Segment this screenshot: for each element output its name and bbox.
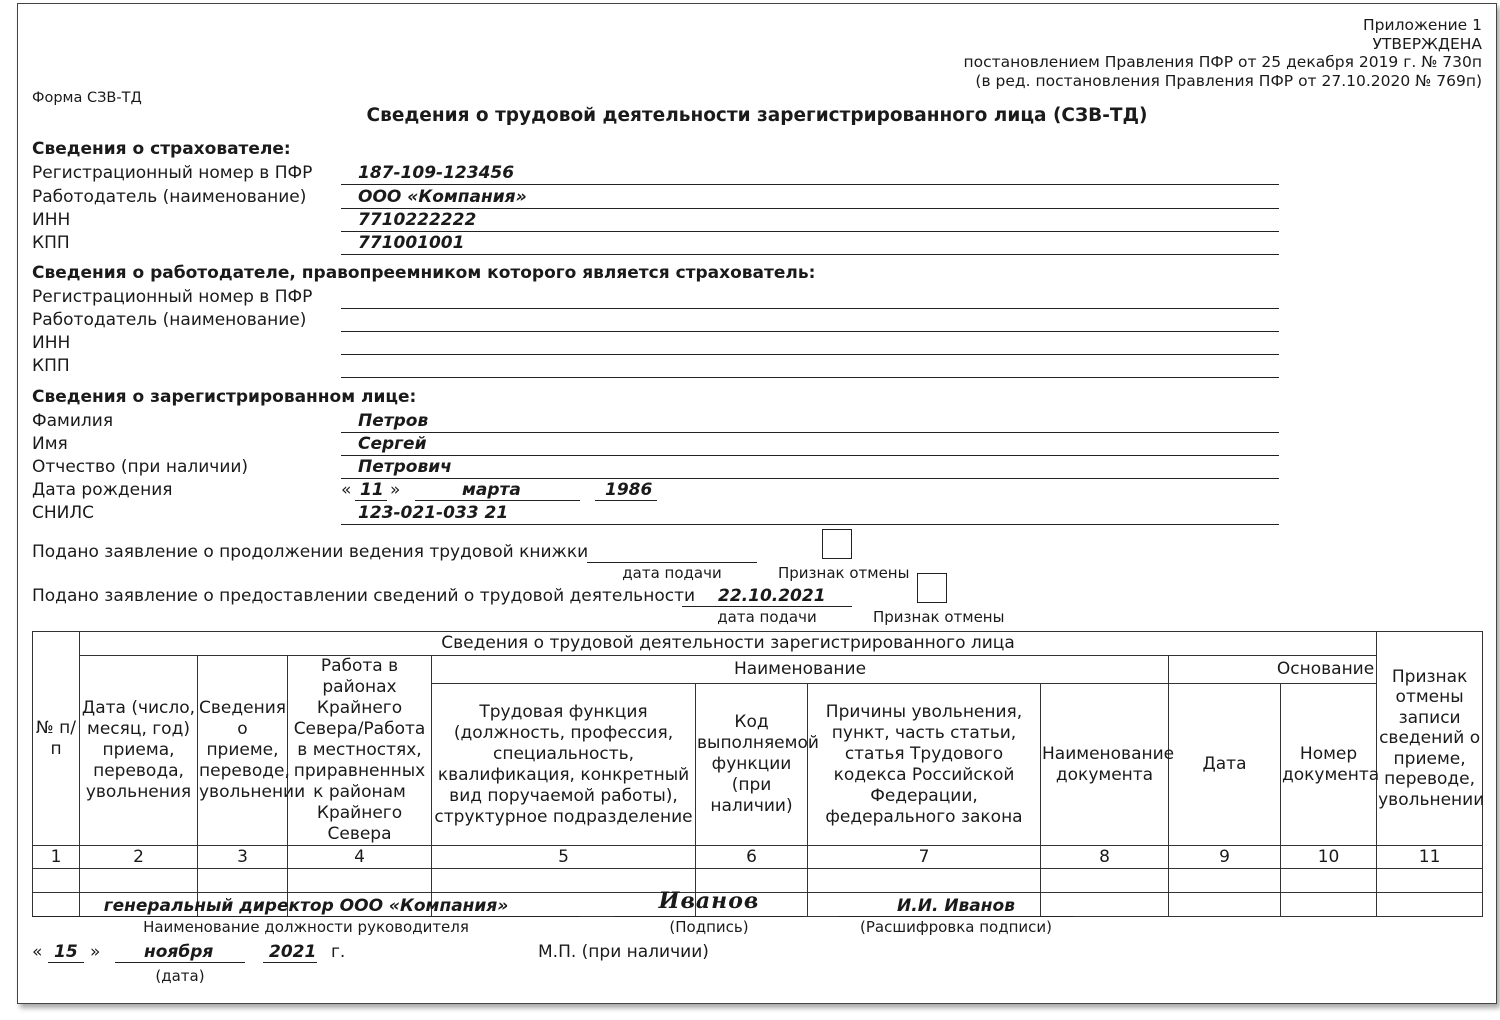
col-number: 10 <box>1281 846 1377 869</box>
header-info: Сведения о приеме, переводе, увольнении <box>198 656 288 846</box>
table-cell[interactable] <box>80 869 198 893</box>
header-basis: Основание <box>1169 656 1483 684</box>
predecessor-kpp-label: КПП <box>32 356 70 376</box>
col-number: 6 <box>696 846 808 869</box>
table-cell[interactable] <box>1041 869 1169 893</box>
col-number: 3 <box>198 846 288 869</box>
snils-label: СНИЛС <box>32 503 95 523</box>
header-date: Дата (число, месяц, год) приема, перевода, увольнения <box>80 656 198 846</box>
info-cancel-checkbox[interactable] <box>917 573 947 603</box>
col-number: 1 <box>33 846 80 869</box>
header-num: № п/п <box>33 632 80 846</box>
insurer-header: Сведения о страхователе: <box>32 139 291 159</box>
predecessor-reg-line[interactable] <box>341 308 1279 309</box>
appendix-label: Приложение 1 <box>1363 16 1482 34</box>
col-number: 11 <box>1377 846 1483 869</box>
surname-label: Фамилия <box>32 411 114 431</box>
snils-value[interactable]: 123-021-033 21 <box>358 503 509 523</box>
name-label: Имя <box>32 434 68 454</box>
table-cell[interactable] <box>1377 869 1483 893</box>
predecessor-name-label: Работодатель (наименование) <box>32 310 307 330</box>
info-date-line <box>682 606 852 607</box>
header-docnum: Номер документа <box>1281 684 1377 846</box>
insurer-inn-line <box>341 231 1279 232</box>
workbook-date-line[interactable] <box>587 562 757 563</box>
predecessor-kpp-line[interactable] <box>341 377 1279 378</box>
patronymic-label: Отчество (при наличии) <box>32 457 249 477</box>
birth-day-value[interactable]: 11 <box>360 480 384 500</box>
signer-name-value[interactable]: И.И. Иванов <box>897 896 1015 916</box>
col-number: 9 <box>1169 846 1281 869</box>
table-cell[interactable] <box>1281 869 1377 893</box>
surname-line <box>341 432 1279 433</box>
sign-year-line <box>263 962 317 963</box>
surname-value[interactable]: Петров <box>358 411 429 431</box>
predecessor-header: Сведения о работодателе, правопреемником которого является страхователь: <box>32 263 816 283</box>
sign-date-caption: (дата) <box>155 967 205 985</box>
snils-line <box>341 524 1279 525</box>
form-sheet <box>17 3 1497 1004</box>
col-number: 7 <box>808 846 1041 869</box>
info-cancel-caption: Признак отмены <box>873 608 1005 626</box>
birth-year-line <box>595 500 657 501</box>
signature-image: Иванов <box>658 888 760 914</box>
decree-label: постановлением Правления ПФР от 25 декабря 2019 г. № 730п <box>963 53 1482 71</box>
workbook-cancel-caption: Признак отмены <box>778 564 910 582</box>
header-docdate: Дата <box>1169 684 1281 846</box>
info-date-caption: дата подачи <box>717 608 817 626</box>
signer-name-caption: (Расшифровка подписи) <box>860 918 1052 936</box>
header-cancel: Признак отмены записи сведений о приеме, переводе, увольнении <box>1377 632 1483 846</box>
position-caption: Наименование должности руководителя <box>143 918 469 936</box>
table-cell[interactable] <box>1281 893 1377 917</box>
insurer-kpp-value[interactable]: 771001001 <box>358 233 465 253</box>
name-value[interactable]: Сергей <box>358 434 427 454</box>
birth-quote-open: « <box>341 480 352 500</box>
patronymic-value[interactable]: Петрович <box>358 457 452 477</box>
predecessor-name-line[interactable] <box>341 331 1279 332</box>
header-code: Код выполняемой функции (при наличии) <box>696 684 808 846</box>
col-number: 4 <box>288 846 432 869</box>
approval-block <box>963 16 1482 90</box>
predecessor-inn-line[interactable] <box>341 354 1279 355</box>
insurer-name-label: Работодатель (наименование) <box>32 187 307 207</box>
header-north: Работа в районах Крайнего Севера/Работа в местностях, приравненных к районам Крайнего Севера <box>288 656 432 846</box>
insurer-kpp-line <box>341 254 1279 255</box>
info-date-value[interactable]: 22.10.2021 <box>718 586 826 606</box>
header-docname: Наименование документа <box>1041 684 1169 846</box>
table-cell[interactable] <box>198 869 288 893</box>
table-cell[interactable] <box>1169 869 1281 893</box>
sign-day-line <box>48 962 84 963</box>
sign-day-value[interactable]: 15 <box>54 942 78 962</box>
page-title: Сведения о трудовой деятельности зарегистрированного лица (СЗВ-ТД) <box>366 105 1148 126</box>
info-application-label: Подано заявление о предоставлении сведений о трудовой деятельности <box>32 586 696 606</box>
col-number: 8 <box>1041 846 1169 869</box>
sign-year-suffix: г. <box>331 942 346 962</box>
table-cell[interactable] <box>1169 893 1281 917</box>
insurer-inn-label: ИНН <box>32 210 71 230</box>
predecessor-reg-label: Регистрационный номер в ПФР <box>32 287 313 307</box>
insurer-name-line <box>341 208 1279 209</box>
insurer-reg-label: Регистрационный номер в ПФР <box>32 163 313 183</box>
approved-label: УТВЕРЖДЕНА <box>1372 34 1482 53</box>
form-code: Форма СЗВ-ТД <box>32 90 142 106</box>
birth-day-line <box>355 500 387 501</box>
birth-label: Дата рождения <box>32 480 173 500</box>
predecessor-inn-label: ИНН <box>32 333 71 353</box>
name-line <box>341 455 1279 456</box>
person-header: Сведения о зарегистрированном лице: <box>32 387 417 407</box>
col-number: 2 <box>80 846 198 869</box>
table-cell[interactable] <box>1377 893 1483 917</box>
position-line <box>32 916 580 917</box>
header-function: Трудовая функция (должность, профессия, специальность, квалификация, конкретный вид поручаемой работы), структурное подразделение <box>432 684 696 846</box>
signature-caption: (Подпись) <box>669 918 749 936</box>
workbook-date-caption: дата подачи <box>622 564 722 582</box>
signer-name-line <box>838 916 1074 917</box>
insurer-kpp-label: КПП <box>32 233 70 253</box>
sign-month-value[interactable]: ноября <box>144 942 214 962</box>
birth-year-value[interactable]: 1986 <box>605 480 653 500</box>
position-value[interactable]: генеральный директор ООО «Компания» <box>103 896 509 916</box>
birth-quote-close: » <box>390 480 401 500</box>
sign-month-line <box>115 962 245 963</box>
header-naming: Наименование <box>432 656 1169 684</box>
col-number: 5 <box>432 846 696 869</box>
edition-label: (в ред. постановления Правления ПФР от 27.10.2020 № 769п) <box>975 71 1482 90</box>
header-reasons: Причины увольнения, пункт, часть статьи, статья Трудового кодекса Российской Федерации, федерального закона <box>808 684 1041 846</box>
column-number-row <box>33 846 1483 869</box>
table-cell[interactable] <box>33 869 80 893</box>
labor-activity-table <box>32 631 1483 917</box>
signature-line[interactable] <box>614 916 804 917</box>
insurer-reg-value[interactable]: 187-109-123456 <box>358 163 515 183</box>
insurer-name-value[interactable]: ООО «Компания» <box>358 187 527 207</box>
workbook-cancel-checkbox[interactable] <box>822 529 852 559</box>
sign-date-quote-close: » <box>90 942 101 962</box>
header-group: Сведения о трудовой деятельности зарегистрированного лица <box>80 632 1377 656</box>
insurer-inn-value[interactable]: 7710222222 <box>358 210 477 230</box>
sign-year-value[interactable]: 2021 <box>269 942 317 962</box>
table-cell[interactable] <box>808 869 1041 893</box>
birth-month-value[interactable]: марта <box>462 480 521 500</box>
sign-date-quote-open: « <box>32 942 43 962</box>
insurer-reg-line <box>341 184 1279 185</box>
patronymic-line <box>341 478 1279 479</box>
workbook-application-label: Подано заявление о продолжении ведения трудовой книжки <box>32 542 589 562</box>
stamp-label: М.П. (при наличии) <box>538 942 709 962</box>
table-cell[interactable] <box>288 869 432 893</box>
birth-month-line <box>415 500 580 501</box>
